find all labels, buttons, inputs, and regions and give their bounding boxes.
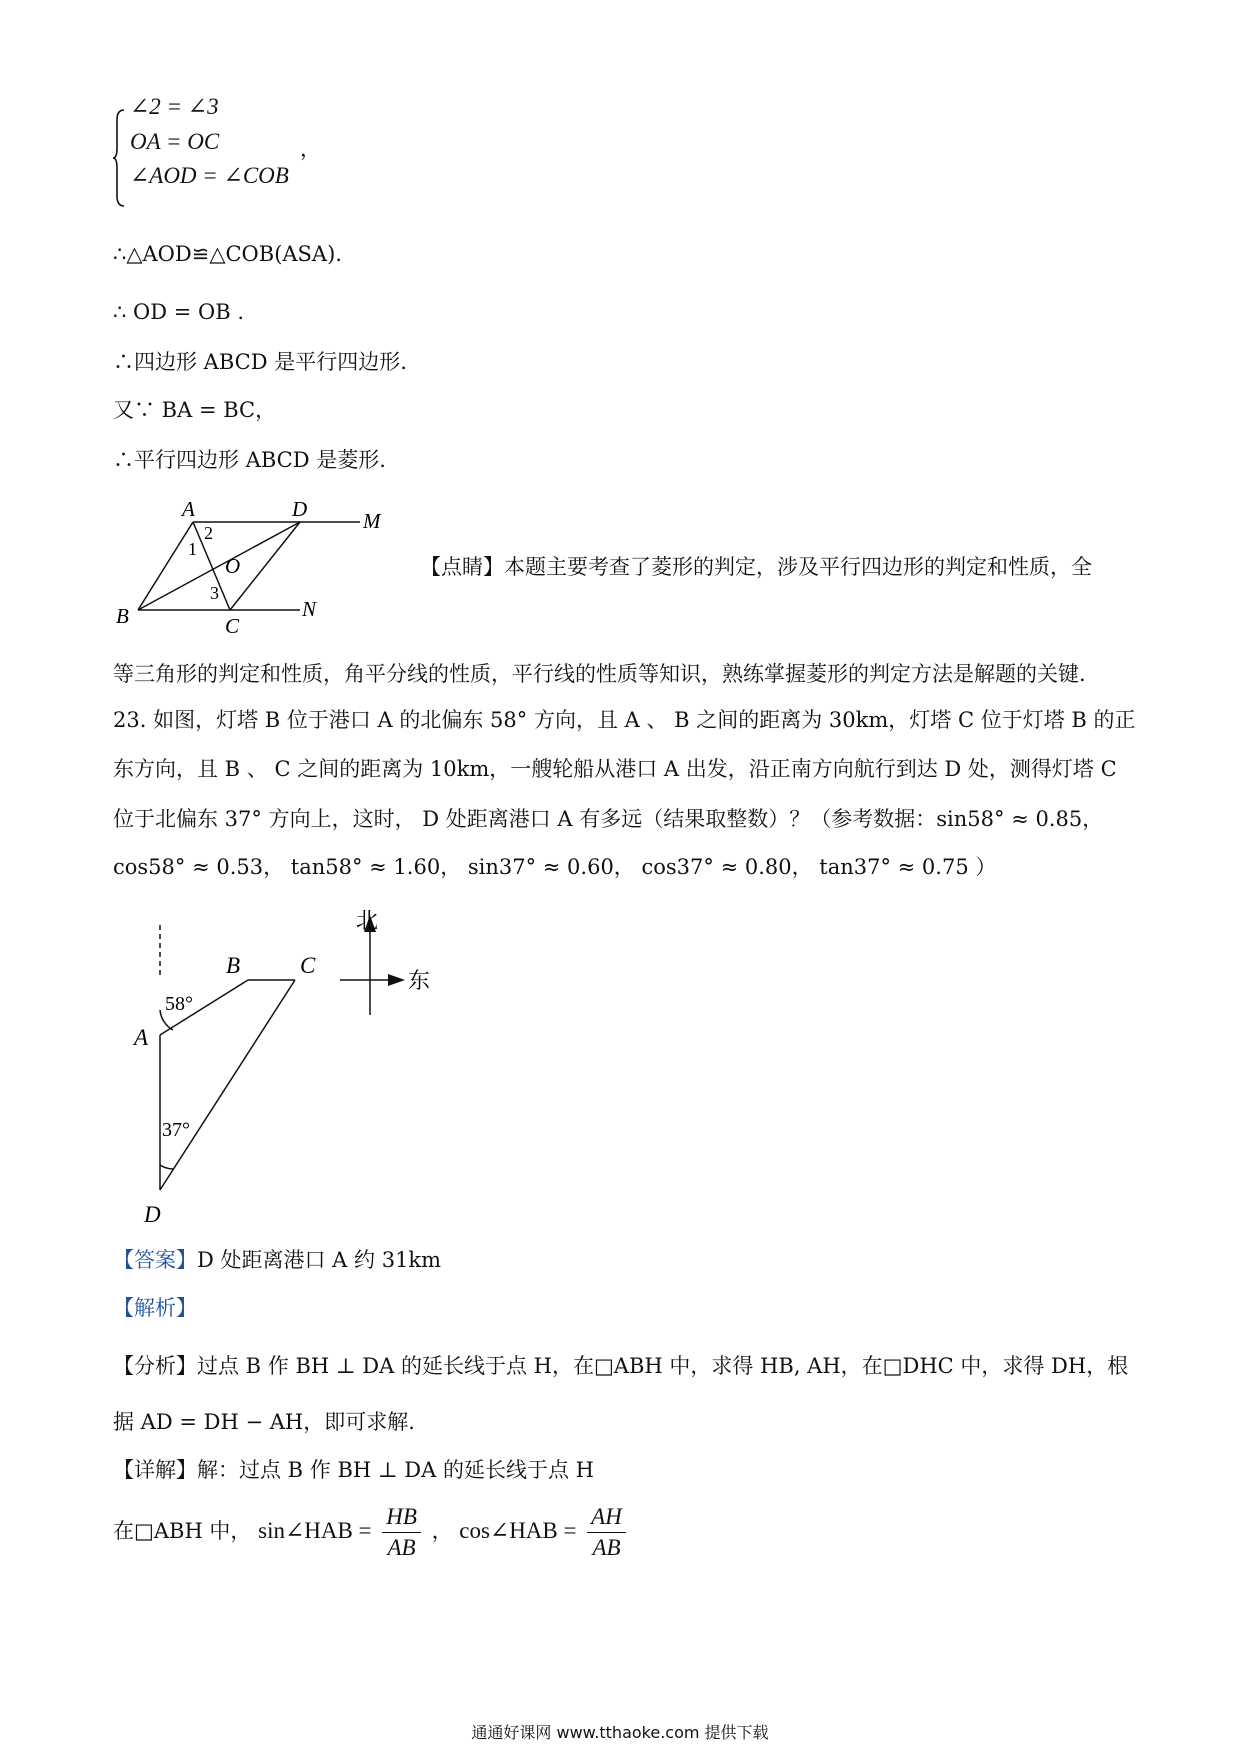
problem-line-1: 23. 如图，灯塔 B 位于港口 A 的北偏东 58° 方向，且 A 、 B 之间的距离为 30km，灯塔 C 位于灯塔 B 的正: [113, 708, 1136, 732]
problem-line-3: 位于北偏东 37° 方向上，这时， D 处距离港口 A 有多远（结果取整数）？（参考数据：sin58° ≈ 0.85，: [113, 807, 1104, 831]
fig1-label-C: C: [225, 614, 240, 638]
system-row-3: ∠AOD = ∠COB: [130, 163, 289, 188]
problem-line-4: cos58° ≈ 0.53， tan58° ≈ 1.60， sin37° ≈ 0.60， cos37° ≈ 0.80， tan37° ≈ 0.75 ）: [113, 855, 997, 879]
proof-line-1: ∴△AOD≌△COB(ASA).: [113, 242, 342, 266]
dianjing-line-1: [420, 553, 1092, 581]
fig1-label-B: B: [116, 604, 129, 628]
dianjing-text-1: 本题主要考查了菱形的判定，涉及平行四边形的判定和性质，全: [504, 555, 1092, 579]
sin-denominator: AB: [387, 1535, 416, 1560]
page-footer: 通通好课网 www.tthaoke.com 提供下载: [471, 1723, 769, 1742]
system-brace: [112, 108, 126, 208]
sin-fraction: [382, 1502, 421, 1563]
cos-expr: cos∠HAB =: [459, 1518, 577, 1543]
system-trail: ，: [300, 137, 321, 161]
fig2-label-C: C: [300, 953, 316, 978]
fenxi-line-1: [113, 1352, 1128, 1380]
proof-line-5: ∴平行四边形 ABCD 是菱形.: [113, 448, 386, 472]
fig2-label-D: D: [144, 1202, 161, 1227]
fig1-angle-3: 3: [210, 583, 219, 603]
fig1-label-N: N: [302, 597, 317, 621]
rhombus-figure: [110, 495, 410, 640]
fenxi-text-1: 过点 B 作 BH ⊥ DA 的延长线于点 H，在□ABH 中，求得 HB, AH，在□DHC 中，求得 DH，根: [197, 1354, 1129, 1378]
xiangjie-tag: 【详解】: [113, 1458, 197, 1482]
proof-line-4: 又∵ BA = BC，: [113, 398, 277, 422]
jiexi-tag: 【解析】: [113, 1296, 197, 1320]
fig2-east-label: 东: [408, 968, 431, 993]
answer-line: [113, 1246, 441, 1274]
sin-numerator: HB: [382, 1502, 421, 1533]
fig2-angle-58: 58°: [165, 993, 193, 1015]
bearing-figure: [130, 910, 450, 1230]
fig1-label-O: O: [225, 554, 241, 578]
fig1-angle-2: 2: [204, 523, 213, 543]
cos-denominator: AB: [592, 1535, 621, 1560]
answer-tag: 【答案】: [113, 1248, 197, 1272]
dianjing-line-2: 等三角形的判定和性质，角平分线的性质，平行线的性质等知识，熟练掌握菱形的判定方法是解题的关键.: [113, 662, 1086, 686]
proof-line-2: ∴ OD = OB .: [113, 300, 245, 324]
fig2-label-B: B: [226, 953, 241, 978]
fig1-label-M: M: [363, 509, 381, 533]
fenxi-tag: 【分析】: [113, 1354, 197, 1378]
sin-expr: sin∠HAB =: [258, 1518, 372, 1543]
final-separator: ，: [431, 1519, 453, 1543]
final-prefix: 在□ABH 中，: [113, 1519, 252, 1543]
xiangjie-text: 解：过点 B 作 BH ⊥ DA 的延长线于点 H: [197, 1458, 594, 1482]
cos-fraction: [587, 1502, 626, 1563]
final-formula-line: [113, 1502, 630, 1563]
fig2-north-label: 北: [356, 910, 379, 933]
fig1-label-D: D: [292, 497, 308, 521]
problem-line-2: 东方向，且 B 、 C 之间的距离为 10km，一艘轮船从港口 A 出发，沿正南方向航行到达 D 处，测得灯塔 C: [113, 757, 1117, 781]
fig2-angle-37: 37°: [162, 1119, 190, 1141]
fig1-angle-1: 1: [188, 539, 197, 559]
proof-line-3: ∴四边形 ABCD 是平行四边形.: [113, 350, 407, 374]
system-row-1: ∠2 = ∠3: [130, 94, 219, 119]
cos-numerator: AH: [587, 1502, 626, 1533]
fig1-label-A: A: [182, 497, 195, 521]
xiangjie-line: [113, 1456, 594, 1484]
fenxi-line-2: 据 AD = DH − AH，即可求解.: [113, 1410, 415, 1434]
system-row-2: OA = OC: [130, 129, 220, 154]
answer-text: D 处距离港口 A 约 31km: [197, 1248, 442, 1272]
dianjing-tag: 【点睛】: [420, 555, 504, 579]
fig2-label-A: A: [134, 1025, 149, 1050]
